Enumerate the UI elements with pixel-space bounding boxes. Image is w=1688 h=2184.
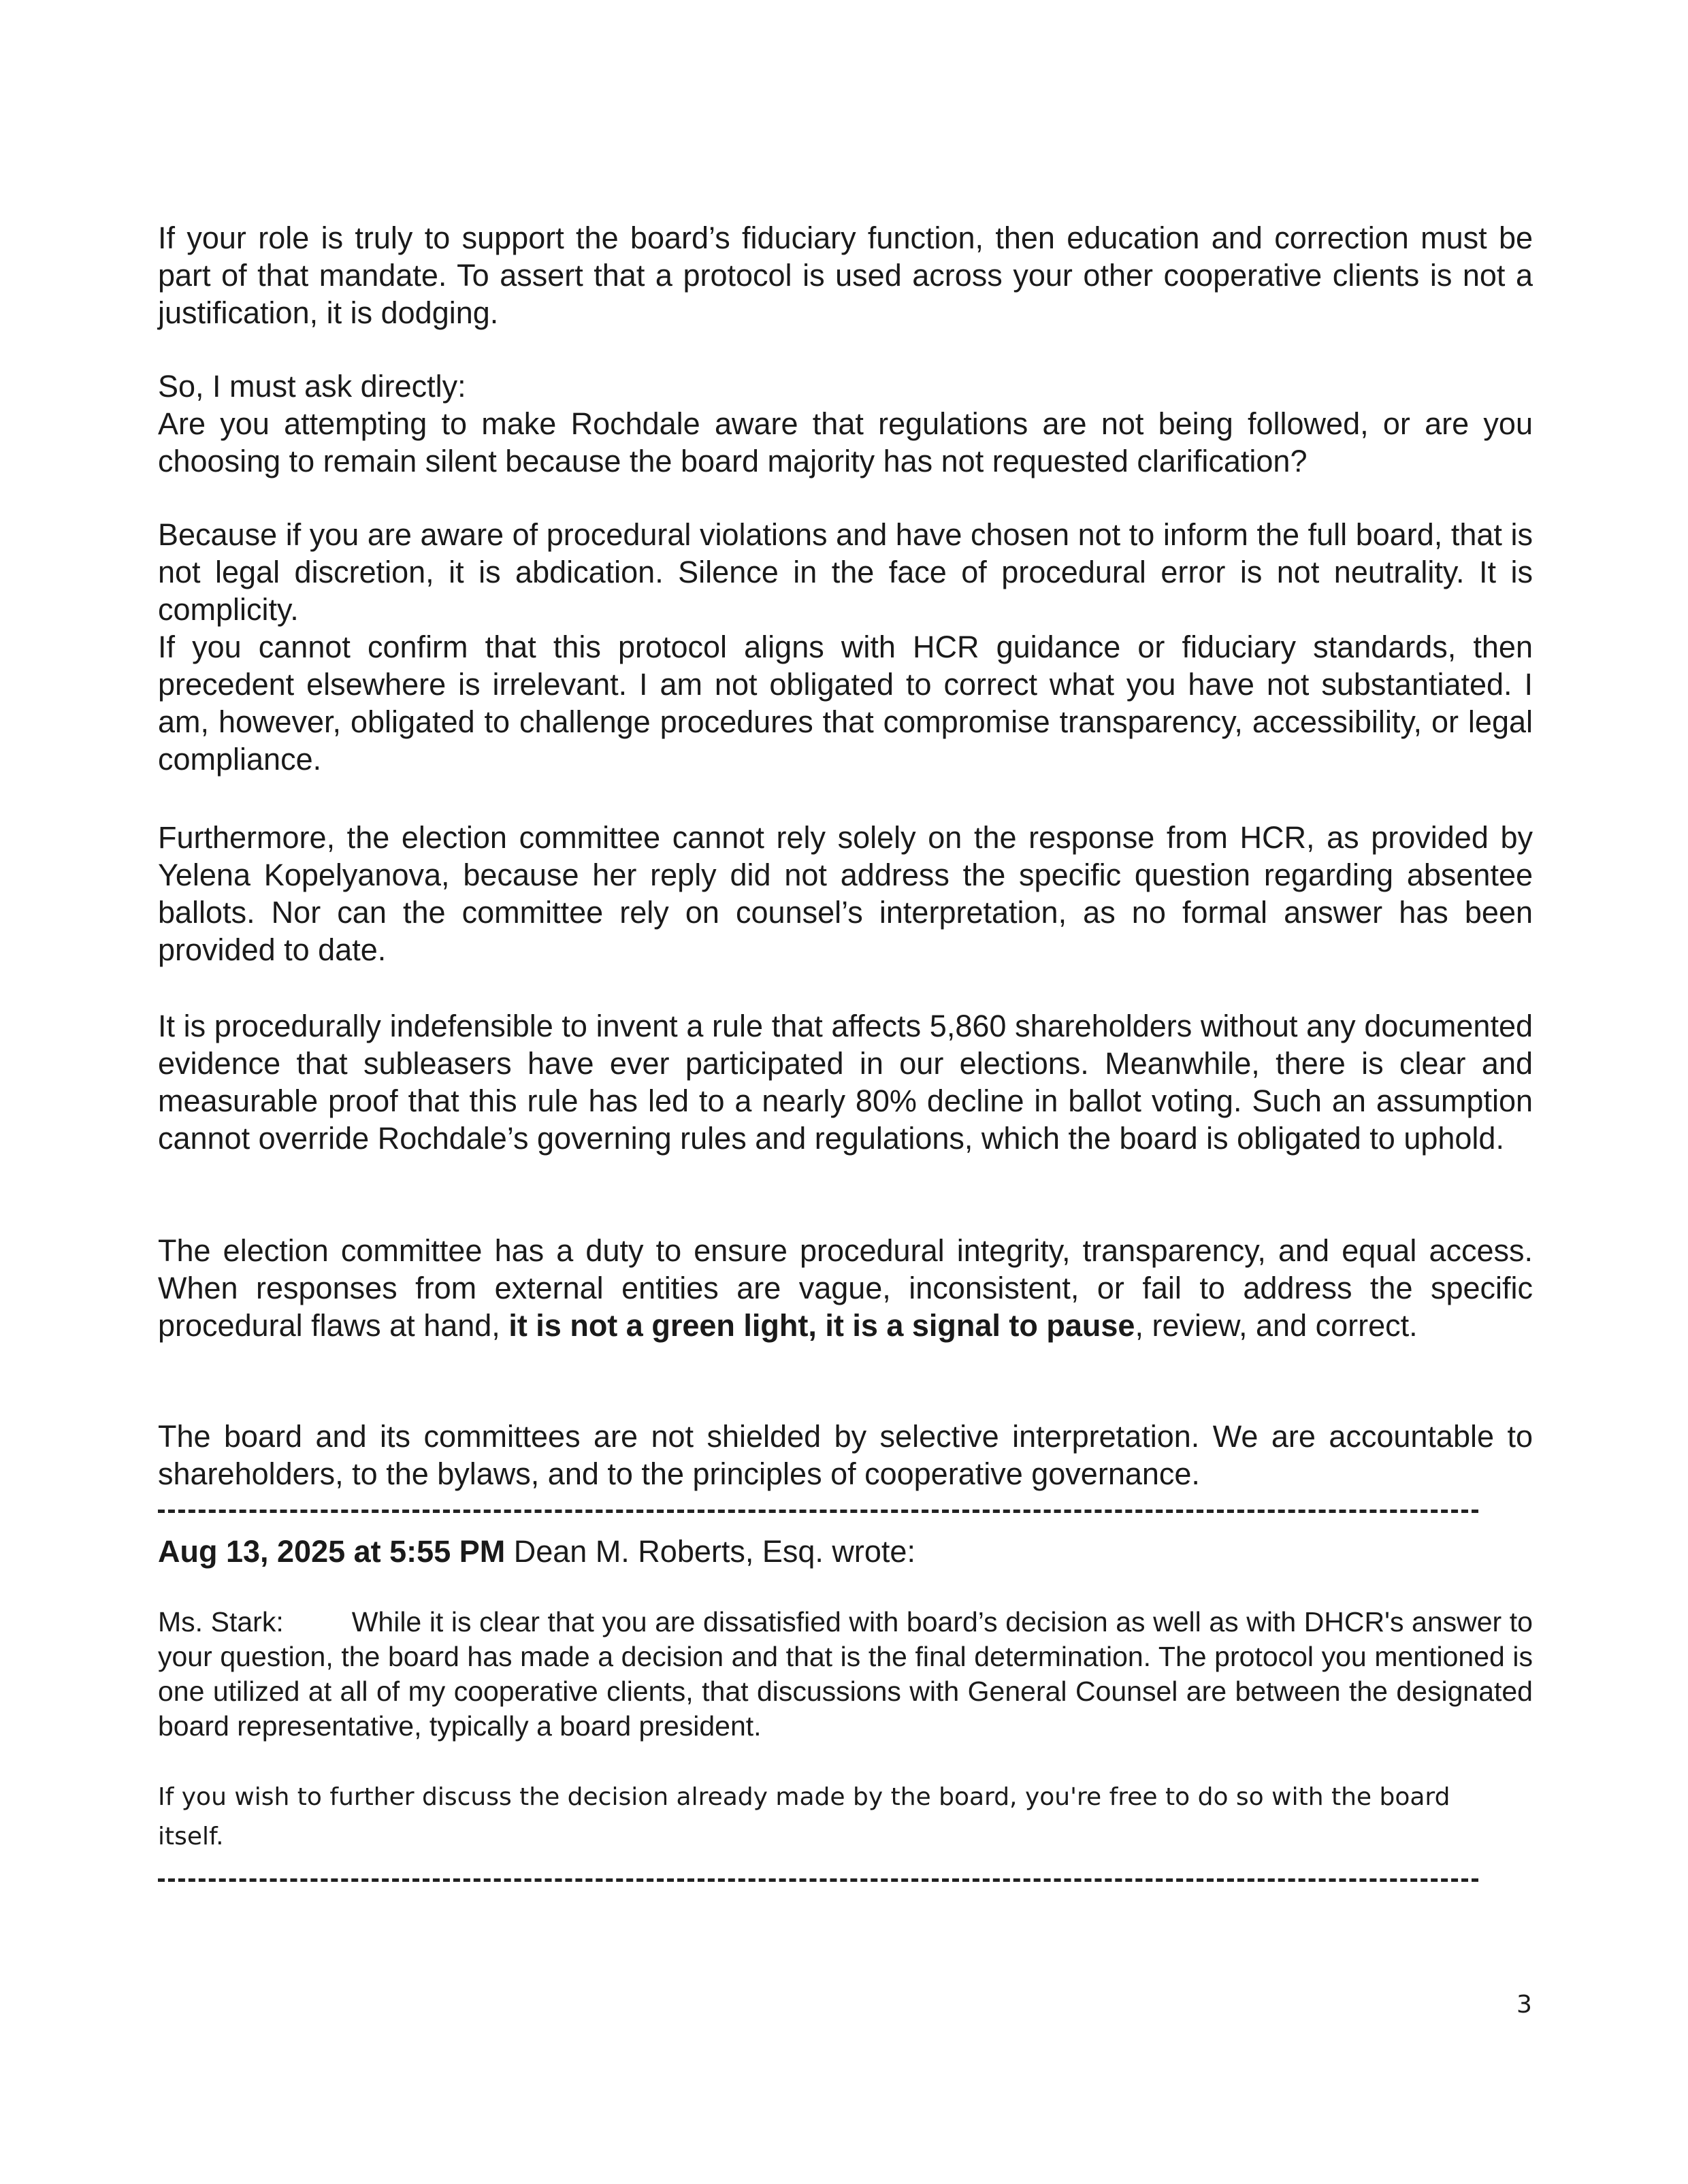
page-number: 3 bbox=[1516, 1991, 1532, 2019]
paragraph-text: If you cannot confirm that this protocol aligns with HCR guidance or fiduciary standards, then precedent elsewhere is irrelevant. I am not obligated to correct what you have not substantiated. I am, however, obligated to challenge procedures that compromise transparency, accessibility, or legal compliance. bbox=[158, 630, 1533, 777]
paragraph-text: The board and its committees are not shielded by selective interpretation. We are accountable to shareholders, to the bylaws, and to the principles of cooperative governance. bbox=[158, 1419, 1533, 1491]
text-segment: , review, and correct. bbox=[1135, 1308, 1418, 1343]
quoted-salutation: Ms. Stark: bbox=[158, 1606, 284, 1637]
paragraph-text: Because if you are aware of procedural violations and have chosen not to inform the full board, that is not legal discretion, it is abdication. Silence in the face of procedural error is not neutrality. It is complicity. bbox=[158, 517, 1533, 627]
quoted-body bbox=[158, 1605, 1533, 1744]
divider-top bbox=[158, 1510, 1478, 1513]
quoted-closing bbox=[158, 1778, 1492, 1857]
divider-bottom bbox=[158, 1878, 1478, 1882]
text-segment: The election committee has a duty to ensure procedural integrity, transparency, and equal access. When responses from external entities are vague, inconsistent, or fail to address the specific procedural flaws at hand, bbox=[158, 1233, 1533, 1343]
paragraph-text: It is procedurally indefensible to invent a rule that affects 5,860 shareholders without any documented evidence that subleasers have ever participated in our elections. Meanwhile, there is clear and measurable proof that this rule has led to a nearly 80% decline in ballot voting. Such an assumption cannot override Rochdale’s governing rules and regulations, which the board is obligated to uphold. bbox=[158, 1009, 1533, 1156]
paragraph-fiduciary bbox=[158, 219, 1533, 331]
quoted-header bbox=[158, 1533, 1533, 1570]
paragraph-rule bbox=[158, 1007, 1533, 1157]
quoted-text: While it is clear that you are dissatisfied with board’s decision as well as with DHCR's answer to your question, the board has made a decision and that is the final determination. The protocol you mentioned is one utilized at all of my cooperative clients, that discussions with General Counsel are between the designated board representative, typically a board president. bbox=[158, 1606, 1533, 1742]
paragraph-abdication bbox=[158, 516, 1533, 778]
paragraph-text: If your role is truly to support the board’s fiduciary function, then education and correction must be part of that mandate. To assert that a protocol is used across your other cooperative clients is not a justification, it is dodging. bbox=[158, 221, 1533, 330]
paragraph-text: Furthermore, the election committee cannot rely solely on the response from HCR, as provided by Yelena Kopelyanova, because her reply did not address the specific question regarding absentee ballots. Nor can the committee rely on counsel’s interpretation, as no formal answer has been provided to date. bbox=[158, 820, 1533, 967]
bold-emphasis: it is not a green light, it is a signal to pause bbox=[508, 1308, 1135, 1343]
quoted-text: If you wish to further discuss the decision already made by the board, you're free to do so with the board itself. bbox=[158, 1783, 1450, 1851]
paragraph-text: Are you attempting to make Rochdale aware that regulations are not being followed, or are you choosing to remain silent because the board majority has not requested clarification? bbox=[158, 406, 1533, 478]
quoted-date: Aug 13, 2025 at 5:55 PM bbox=[158, 1534, 506, 1569]
paragraph-text bbox=[158, 1232, 1533, 1344]
paragraph-question bbox=[158, 368, 1533, 480]
paragraph-hcr-response bbox=[158, 819, 1533, 968]
paragraph-accountability bbox=[158, 1418, 1533, 1493]
paragraph-election-committee bbox=[158, 1232, 1533, 1344]
paragraph-text: So, I must ask directly: bbox=[158, 369, 466, 404]
quoted-author: Dean M. Roberts, Esq. wrote: bbox=[505, 1534, 915, 1569]
